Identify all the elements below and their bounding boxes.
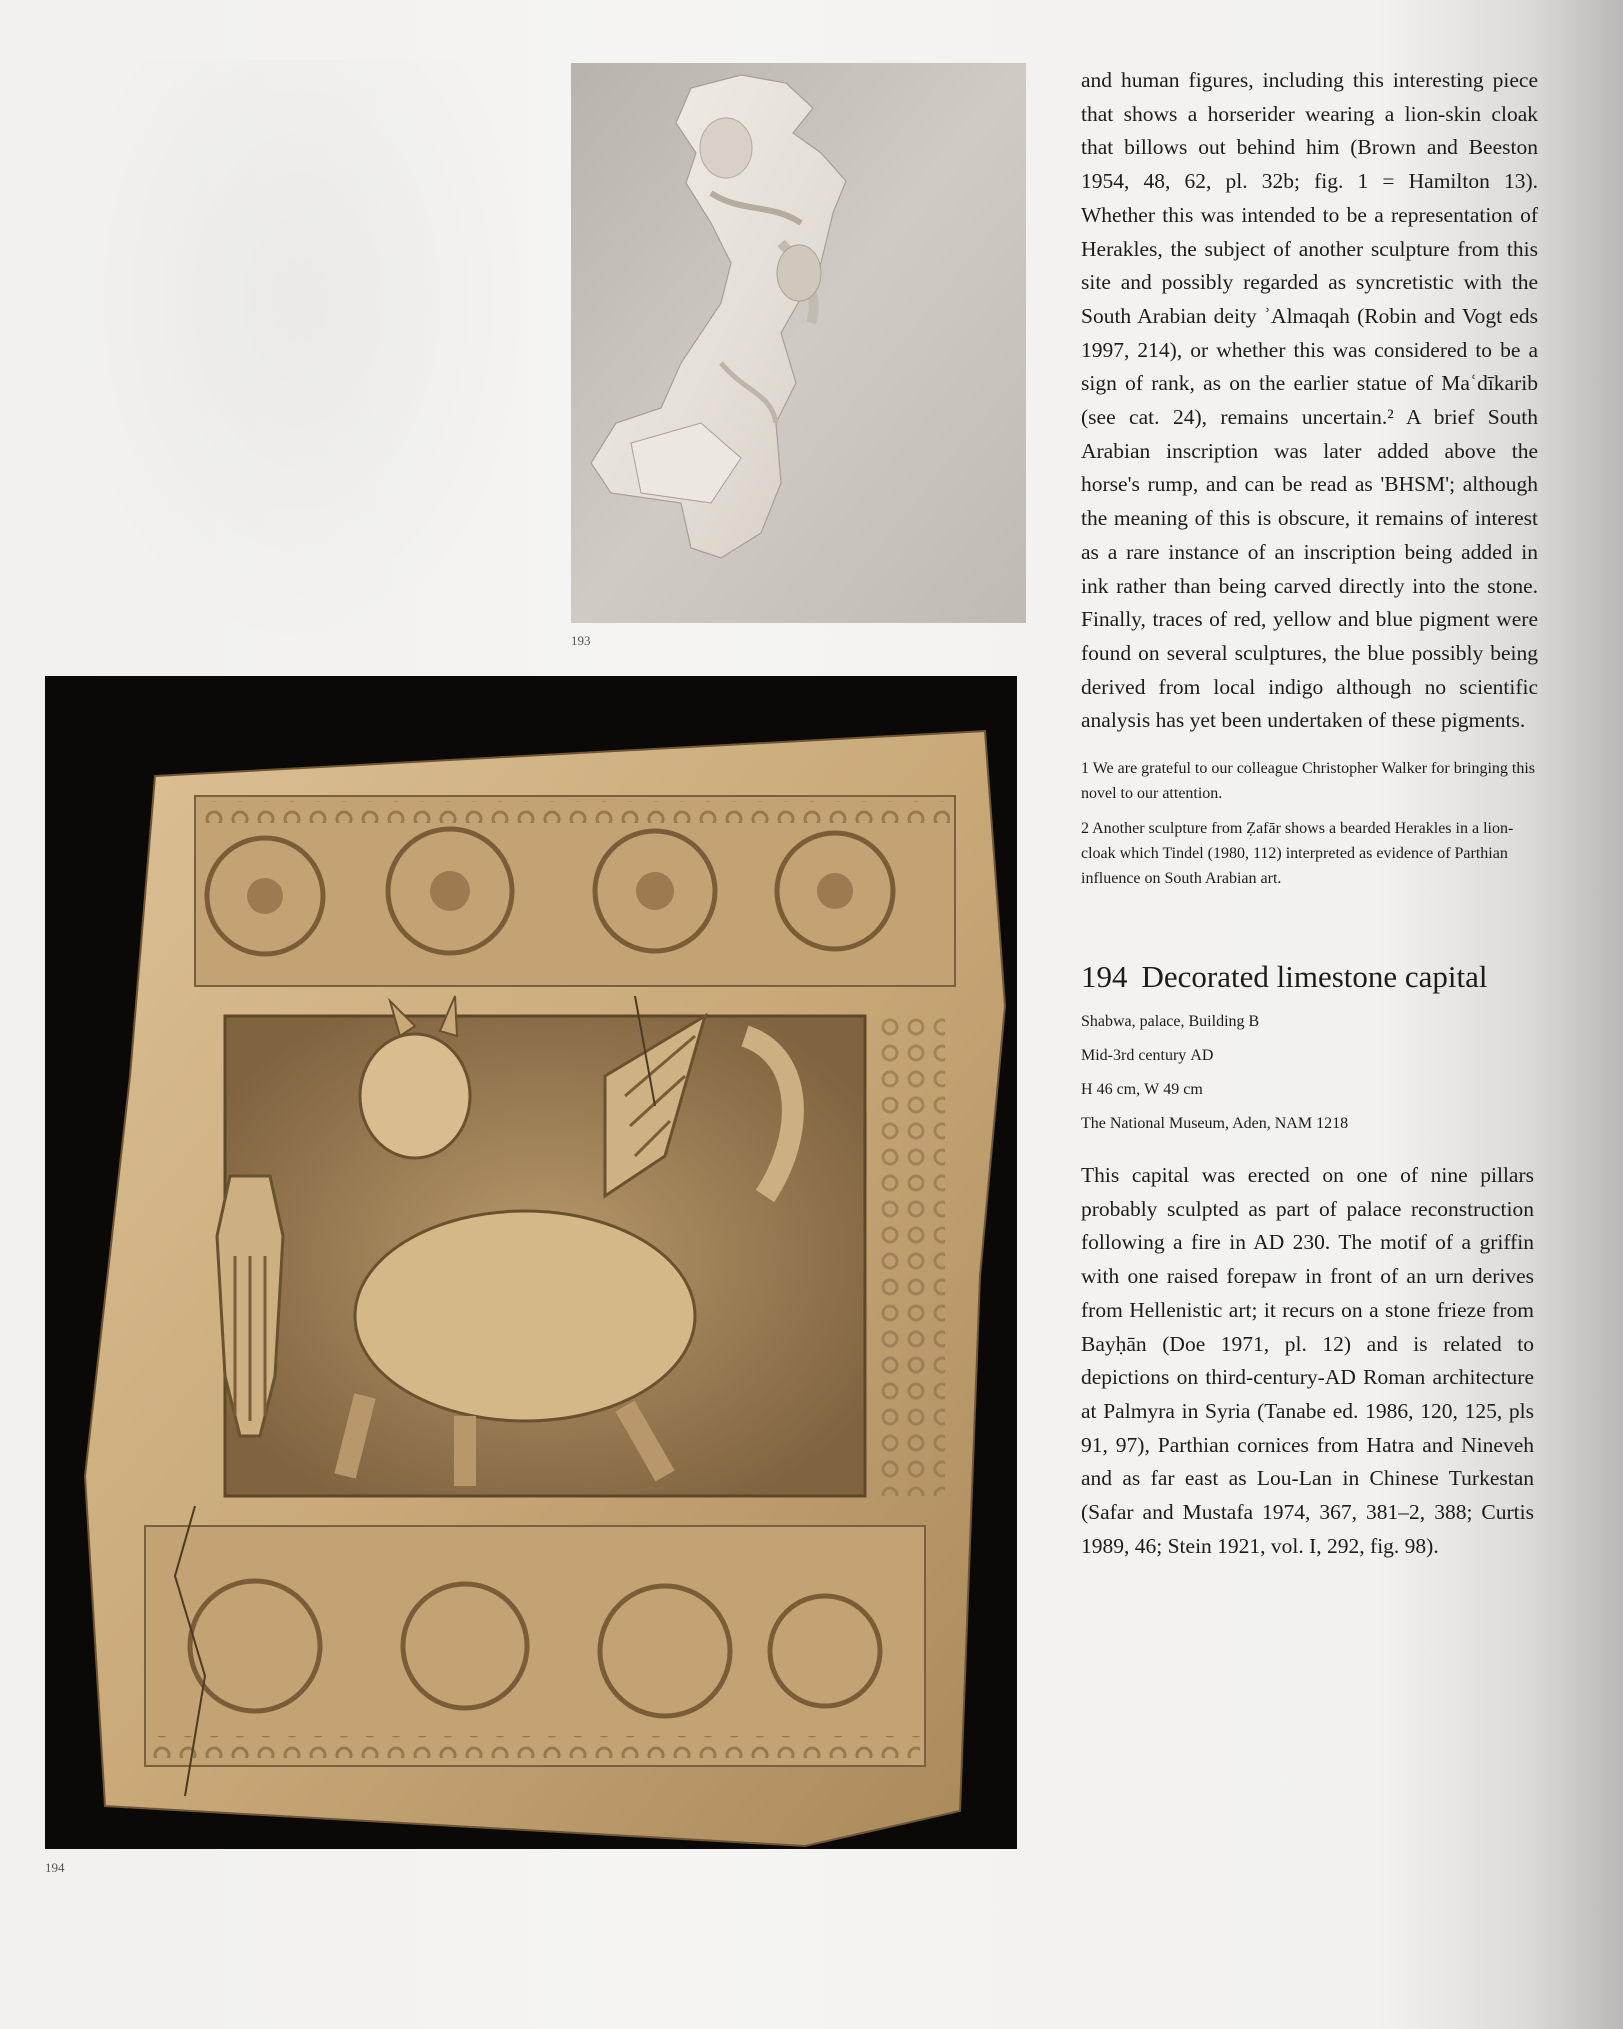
show-through-shadow	[60, 60, 540, 660]
continued-paragraph: and human figures, including this interesting piece that shows a horserider wearing a lion-skin cloak that billows out behind him (Brown and Beeston 1954, 48, 62, pl. 32b; fig. 1 = Hamilton 13). Whether this was intended to be a representation of Herakles, the subject of another sculpture from this site and possibly regarded as syncretistic with the South Arabian deity ʾAlmaqah (Robin and Vogt eds 1997, 214), or whether this was considered to be a sign of rank, as on the earlier statue of Maʿdīkarib (see cat. 24), remains uncertain.² A brief South Arabian inscription was later added above the horse's rump, and can be read as 'BHSM'; although the meaning of this is obscure, it remains of interest as a rare instance of an inscription being added in ink rather than being carved directly into the stone. Finally, traces of red, yellow and blue pigment were found on several sculptures, the blue possibly being derived from local indigo although no scientific analysis has yet been undertaken of these pigments.	[1081, 68, 1538, 733]
footnote-1: 1 We are grateful to our colleague Christopher Walker for bringing this novel to our attention.	[1081, 760, 1536, 803]
entry-body: This capital was erected on one of nine pillars probably sculpted as part of palace reconstruction following a fire in AD 230. The motif of a griffin with one raised forepaw in front of an urn derives from Hellenistic art; it recurs on a stone frieze from Bayḥān (Doe 1971, pl. 12) and is related to depictions on third-century-AD Roman architecture at Palmyra in Syria (Tanabe ed. 1986, 120, 125, pls 91, 97), Parthian cornices from Hatra and Nineveh and as far east as Lou-Lan in Chinese Turkestan (Safar and Mustafa 1974, 367, 381–2, 388; Curtis 1989, 46; Stein 1921, vol. I, 292, fig. 98).	[1081, 1163, 1534, 1558]
figure-193-caption: 193	[571, 633, 591, 648]
entry-heading	[1081, 957, 1538, 997]
height-label: H	[1081, 1081, 1093, 1099]
entry-title: Decorated limestone capital	[1141, 959, 1488, 995]
entry-date-text: Mid-3rd century	[1081, 1047, 1187, 1065]
entry-collection: The National Museum, Aden, NAM 1218	[1081, 1115, 1349, 1133]
entry-provenance: Shabwa, palace, Building B	[1081, 1013, 1260, 1031]
entry-dimensions	[1081, 1073, 1538, 1107]
entry-date-era: AD	[1190, 1047, 1214, 1065]
text-column	[1081, 64, 1538, 1564]
height-value: 46 cm,	[1096, 1081, 1141, 1099]
footnote-2: 2 Another sculpture from Ẓafār shows a bearded Herakles in a lion-cloak which Tindel (1980, 112) interpreted as evidence of Parthian influence on South Arabian art.	[1081, 820, 1514, 888]
entry-date	[1081, 1039, 1538, 1073]
entry-number: 194	[1081, 959, 1128, 995]
figure-193-photo	[571, 63, 1026, 623]
figure-194-caption: 194	[45, 1860, 65, 1875]
figure-194-photo	[45, 676, 1017, 1849]
width-label: W	[1144, 1081, 1160, 1099]
width-value: 49 cm	[1163, 1081, 1203, 1099]
